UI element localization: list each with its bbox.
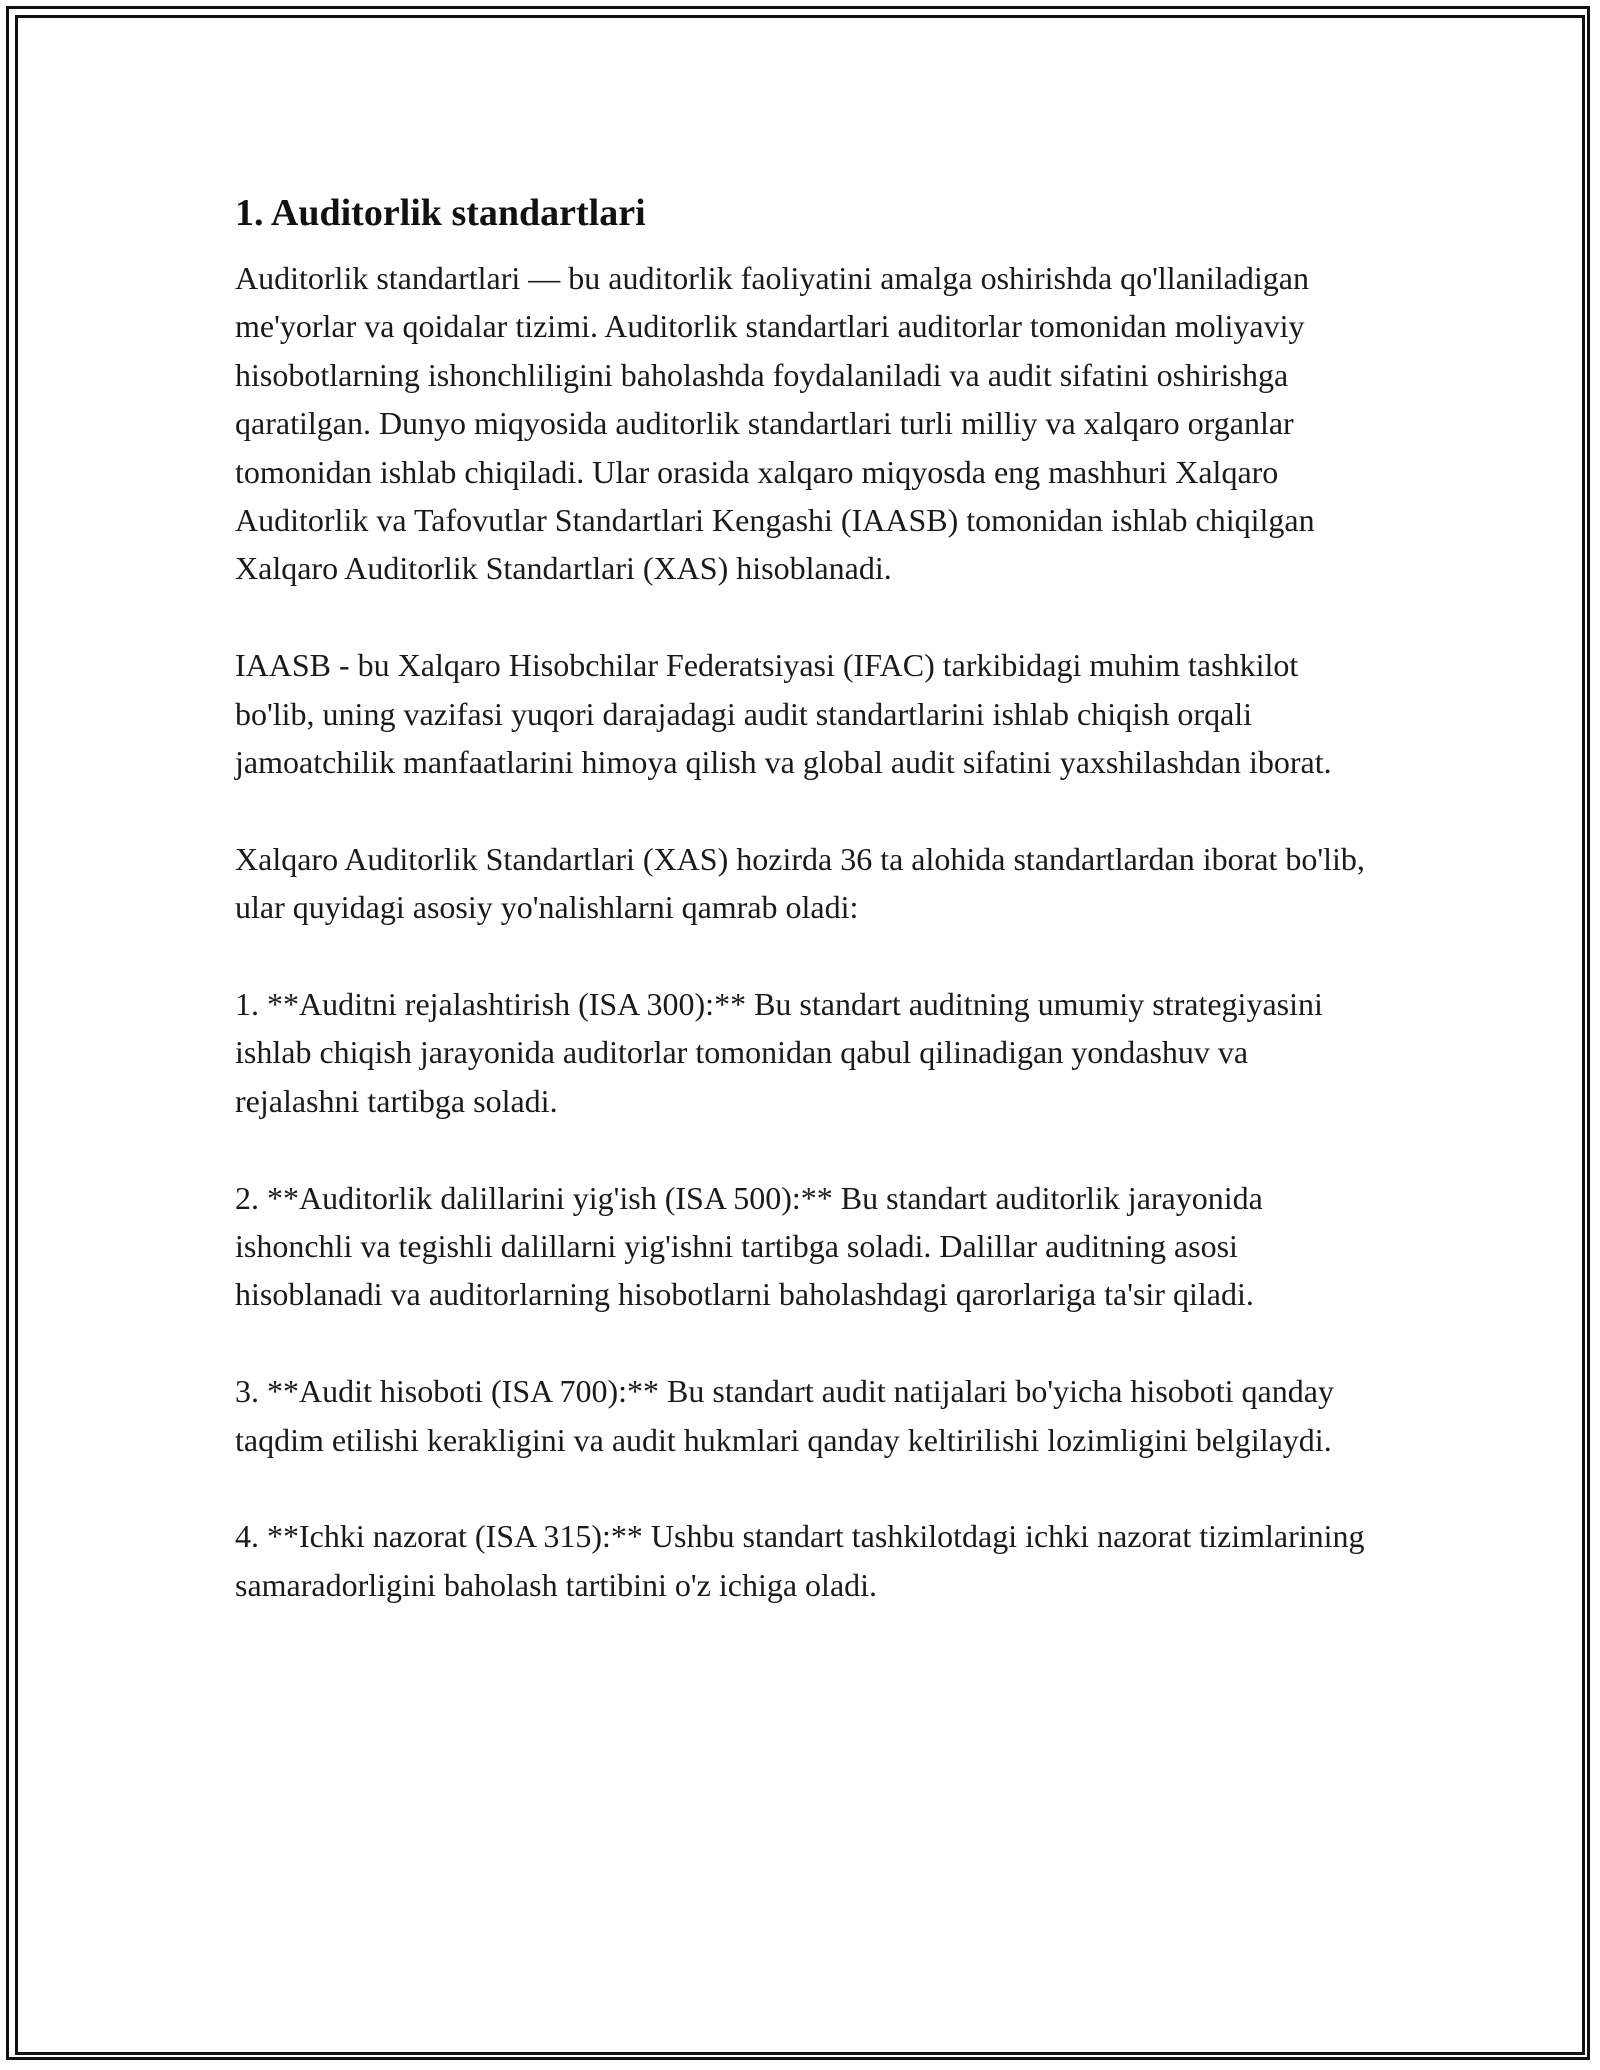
list-item-isa-700: 3. **Audit hisoboti (ISA 700):** Bu standart audit natijalari bo'yicha hisoboti qanday taqdim etilishi kerakligini va audit hukmlari qanday keltirilishi lozimligini belgilaydi. [235, 1373, 1334, 1458]
list-item-isa-300: 1. **Auditni rejalashtirish (ISA 300):** Bu standart auditning umumiy strategiyasini ishlab chiqish jarayonida auditorlar tomonidan qabul qilinadigan yondashuv va rejalashni tartibga soladi. [235, 986, 1323, 1119]
section-heading: 1. Auditorlik standartlari [235, 192, 646, 234]
list-item-isa-500: 2. **Auditorlik dalillarini yig'ish (ISA 500):** Bu standart auditorlik jarayonida ishonchli va tegishli dalillarni yig'ishni tartibga soladi. Dalillar auditning asosi hisoblanadi va auditorlarning hisobotlarni baholashdagi qarorlariga ta'sir qiladi. [235, 1179, 1263, 1313]
paragraph-xas-overview: Xalqaro Auditorlik Standartlari (XAS) hozirda 36 ta alohida standartlardan iborat bo'lib, ular quyidagi asosiy yo'nalishlarni qamrab oladi: [235, 840, 1365, 926]
paragraph-iaasb: IAASB - bu Xalqaro Hisobchilar Federatsiyasi (IFAC) tarkibidagi muhim tashkilot bo'lib, uning vazifasi yuqori darajadagi audit standartlarini ishlab chiqish orqali jamoatchilik manfaatlarini himoya qilish va global audit sifatini yaxshilashdan iborat. [235, 647, 1332, 781]
document-body [235, 180, 1375, 1658]
paragraph-intro: Auditorlik standartlari — bu auditorlik faoliyatini amalga oshirishda qo'llaniladigan me'yorlar va qoidalar tizimi. Auditorlik standartlari auditorlar tomonidan moliyaviy hisobotlarning ishonchliligini baholashda foydalaniladi va audit sifatini oshirishga qaratilgan. Dunyo miqyosida auditorlik standartlari turli milliy va xalqaro organlar tomonidan ishlab chiqiladi. Ular orasida xalqaro miqyosda eng mashhuri Xalqaro Auditorlik va Tafovutlar Standartlari Kengashi (IAASB) tomonidan ishlab chiqilgan Xalqaro Auditorlik Standartlari (XAS) hisoblanadi. [235, 260, 1315, 587]
list-item-isa-315: 4. **Ichki nazorat (ISA 315):** Ushbu standart tashkilotdagi ichki nazorat tizimlarining samaradorligini baholash tartibini o'z ichiga oladi. [235, 1518, 1365, 1603]
